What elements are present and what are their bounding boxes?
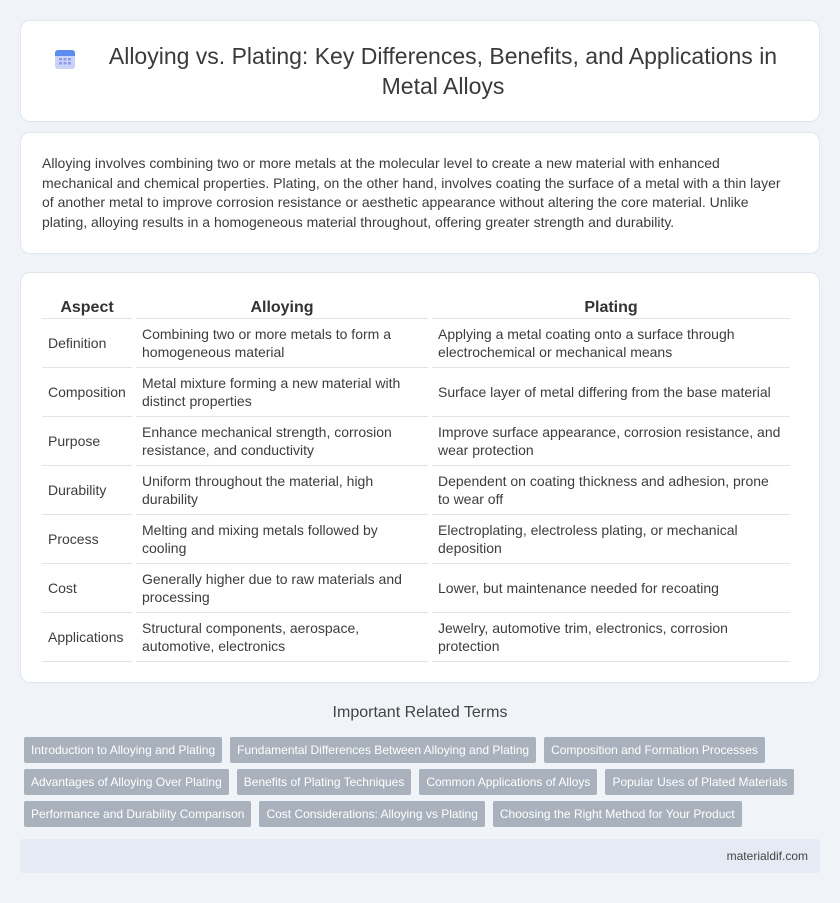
- table-row: [42, 564, 790, 613]
- cell-plating: Lower, but maintenance needed for recoating: [432, 564, 790, 613]
- footer: [20, 839, 820, 873]
- table-row: [42, 417, 790, 466]
- cell-alloying: Enhance mechanical strength, corrosion resistance, and conductivity: [136, 417, 428, 466]
- header-alloying: Alloying: [136, 294, 428, 319]
- cell-plating: Electroplating, electroless plating, or mechanical deposition: [432, 515, 790, 564]
- cell-alloying: Combining two or more metals to form a homogeneous material: [136, 319, 428, 368]
- table-row: [42, 319, 790, 368]
- cell-plating: Dependent on coating thickness and adhesion, prone to wear off: [432, 466, 790, 515]
- table-header-row: [42, 294, 790, 319]
- related-tag[interactable]: Common Applications of Alloys: [419, 769, 597, 795]
- related-tag[interactable]: Composition and Formation Processes: [544, 737, 765, 763]
- related-tag[interactable]: Performance and Durability Comparison: [24, 801, 251, 827]
- related-tag[interactable]: Cost Considerations: Alloying vs Plating: [259, 801, 484, 827]
- header-plating: Plating: [432, 294, 790, 319]
- related-tag[interactable]: Advantages of Alloying Over Plating: [24, 769, 229, 795]
- comparison-table-card: [20, 272, 820, 683]
- cell-alloying: Generally higher due to raw materials and processing: [136, 564, 428, 613]
- table-row: [42, 466, 790, 515]
- header-card: [20, 20, 820, 122]
- cell-aspect: Cost: [42, 564, 132, 613]
- related-tag[interactable]: Fundamental Differences Between Alloying and Plating: [230, 737, 536, 763]
- cell-plating: Improve surface appearance, corrosion resistance, and wear protection: [432, 417, 790, 466]
- header-aspect: Aspect: [42, 294, 132, 319]
- related-terms-title: Important Related Terms: [332, 704, 508, 721]
- cell-aspect: Applications: [42, 613, 132, 662]
- related-tag[interactable]: Introduction to Alloying and Plating: [24, 737, 222, 763]
- cell-aspect: Process: [42, 515, 132, 564]
- comparison-table: [38, 294, 794, 662]
- related-tag[interactable]: Benefits of Plating Techniques: [237, 769, 412, 795]
- cell-aspect: Purpose: [42, 417, 132, 466]
- page-title: Alloying vs. Plating: Key Differences, Benefits, and Applications in Metal Alloys: [108, 43, 778, 99]
- cell-plating: Jewelry, automotive trim, electronics, corrosion protection: [432, 613, 790, 662]
- cell-alloying: Melting and mixing metals followed by cooling: [136, 515, 428, 564]
- cell-aspect: Definition: [42, 319, 132, 368]
- footer-site-link[interactable]: materialdif.com: [726, 849, 808, 863]
- cell-alloying: Metal mixture forming a new material with distinct properties: [136, 368, 428, 417]
- related-terms-tags: [24, 737, 814, 827]
- table-row: [42, 515, 790, 564]
- cell-alloying: Structural components, aerospace, automotive, electronics: [136, 613, 428, 662]
- intro-paragraph: Alloying involves combining two or more metals at the molecular level to create a new material with enhanced mechanical and chemical properties. Plating, on the other hand, involves coating the surface of a metal with a thin layer of another metal to improve corrosion resistance or aesthetic appearance without altering the core material. Unlike plating, alloying results in a homogeneous material throughout, offering greater strength and durability.: [42, 155, 781, 230]
- cell-alloying: Uniform throughout the material, high durability: [136, 466, 428, 515]
- cell-aspect: Durability: [42, 466, 132, 515]
- related-tag[interactable]: Popular Uses of Plated Materials: [605, 769, 794, 795]
- table-row: [42, 613, 790, 662]
- intro-card: [20, 132, 820, 254]
- cell-aspect: Composition: [42, 368, 132, 417]
- table-row: [42, 368, 790, 417]
- related-tag[interactable]: Choosing the Right Method for Your Product: [493, 801, 742, 827]
- cell-plating: Surface layer of metal differing from the base material: [432, 368, 790, 417]
- cell-plating: Applying a metal coating onto a surface through electrochemical or mechanical means: [432, 319, 790, 368]
